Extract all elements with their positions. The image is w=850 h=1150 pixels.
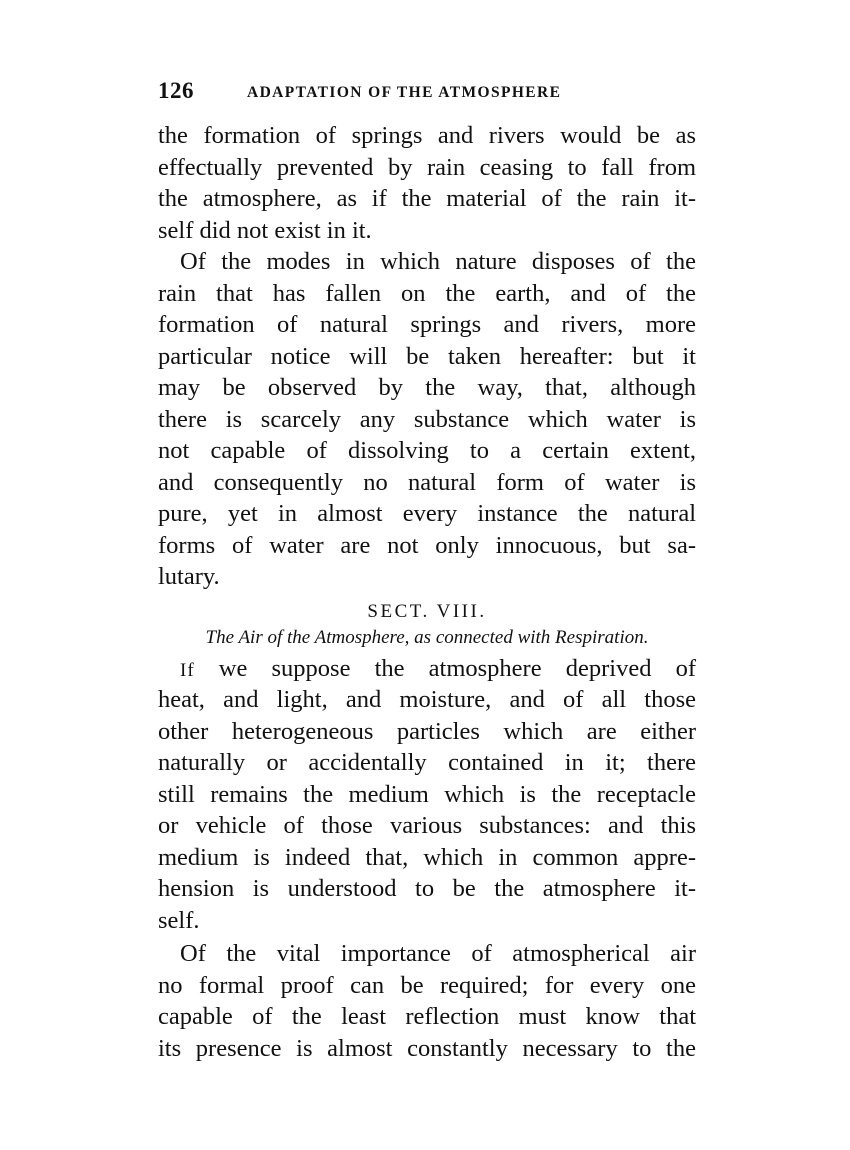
text-line: forms of water are not only innocuous, but sa-	[158, 531, 696, 559]
first-line-rest: we suppose the atmosphere deprived of	[194, 654, 696, 682]
page-header	[158, 78, 698, 108]
text-line: naturally or accidentally contained in it; there	[158, 749, 696, 776]
text-line: or vehicle of those various substances: and this	[158, 812, 696, 839]
text-line: other heterogeneous particles which are either	[158, 717, 696, 745]
text-line: there is scarcely any substance which water is	[158, 405, 696, 433]
text-line: self did not exist in it.	[158, 216, 372, 244]
text-line: the atmosphere, as if the material of the rain it-	[158, 185, 696, 212]
text-line: formation of natural springs and rivers, more	[158, 311, 696, 338]
text-line: its presence is almost constantly necessary to the	[158, 1034, 696, 1062]
text-line: capable of the least reflection must know that	[158, 1003, 696, 1030]
text-line: not capable of dissolving to a certain extent,	[158, 437, 696, 464]
text-line	[158, 653, 696, 685]
text-line: no formal proof can be required; for every one	[158, 971, 696, 999]
section-title: The Air of the Atmosphere, as connected with Respiration.	[205, 626, 649, 648]
running-head: ADAPTATION OF THE ATMOSPHERE	[247, 84, 562, 101]
text-line: Of the vital importance of atmospherical air	[180, 940, 696, 967]
lead-word: If	[180, 659, 195, 681]
text-line: self.	[158, 906, 200, 934]
text-line: pure, yet in almost every instance the natural	[158, 500, 696, 527]
text-line: Of the modes in which nature disposes of the	[180, 248, 696, 275]
text-line: particular notice will be taken hereafter: but it	[158, 342, 696, 370]
text-line: heat, and light, and moisture, and of all those	[158, 686, 696, 713]
text-line: hension is understood to be the atmosphere it-	[158, 875, 696, 902]
text-line: still remains the medium which is the receptacle	[158, 780, 696, 808]
body-text	[158, 120, 696, 1064]
text-line: may be observed by the way, that, although	[158, 374, 696, 401]
text-line: and consequently no natural form of water is	[158, 468, 696, 496]
text-line: rain that has fallen on the earth, and of the	[158, 279, 696, 307]
text-line: medium is indeed that, which in common appre-	[158, 843, 696, 871]
text-line: effectually prevented by rain ceasing to fall from	[158, 153, 696, 181]
page-number: 126	[158, 78, 194, 103]
text-line: the formation of springs and rivers would be as	[158, 122, 696, 149]
section-heading: SECT. VIII.	[367, 600, 487, 622]
text-line: lutary.	[158, 563, 220, 590]
